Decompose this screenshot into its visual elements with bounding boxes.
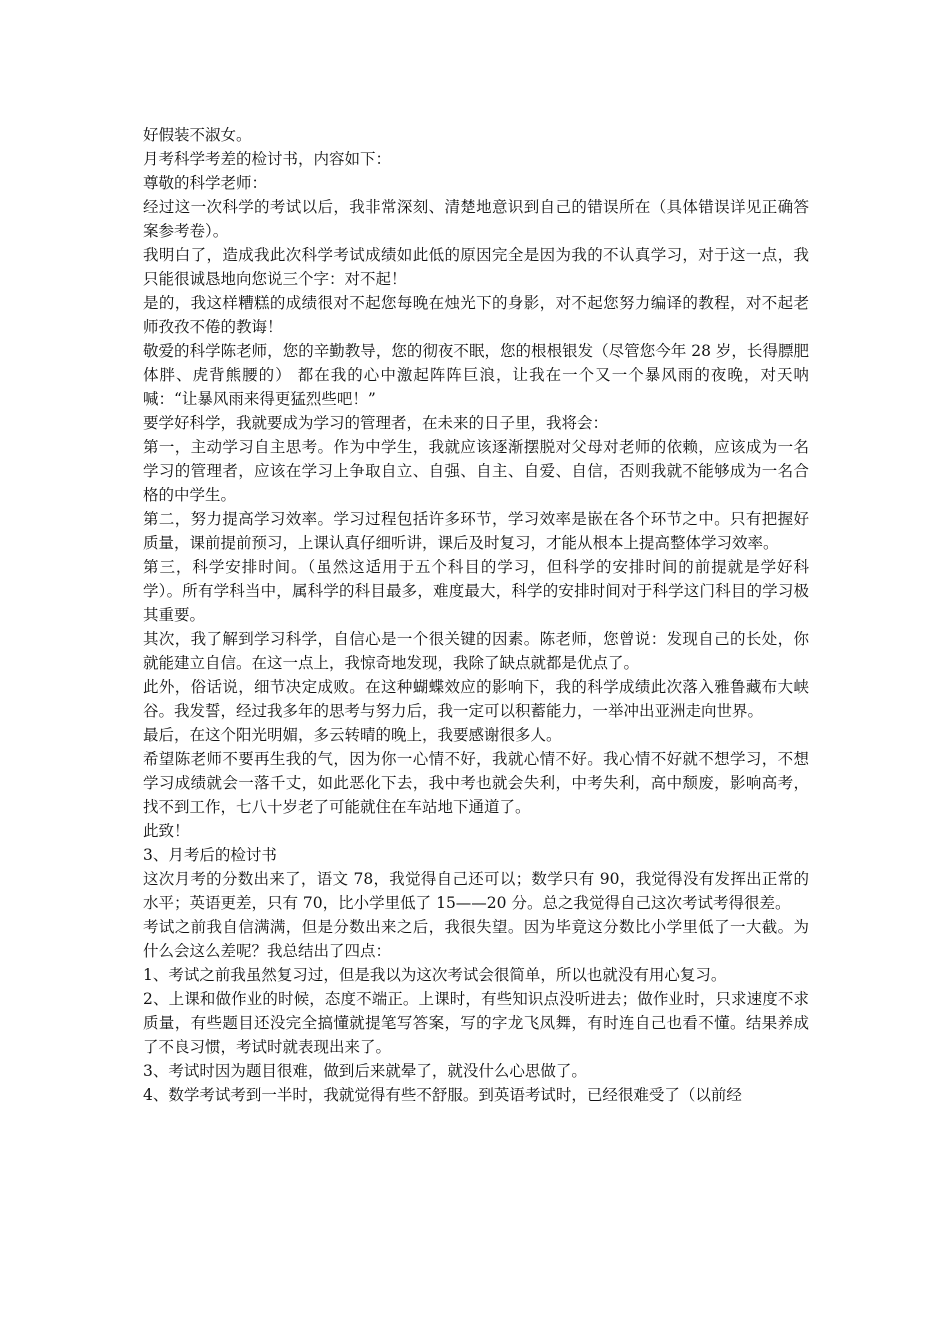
paragraph: 其次，我了解到学习科学，自信心是一个很关键的因素。陈老师，您曾说：发现自己的长处，你就能建立自信。在这一点上，我惊奇地发现，我除了缺点就都是优点了。 bbox=[143, 630, 809, 672]
paragraph: 是的，我这样糟糕的成绩很对不起您每晚在烛光下的身影，对不起您努力编译的教程，对不起老师孜孜不倦的教诲！ bbox=[143, 294, 809, 336]
list-item: 4、数学考试考到一半时，我就觉得有些不舒服。到英语考试时，已经很难受了（以前经 bbox=[143, 1086, 742, 1104]
closing: 此致！ bbox=[143, 822, 190, 840]
paragraph: 希望陈老师不要再生我的气，因为你一心情不好，我就心情不好。我心情不好就不想学习，不想学习成绩就会一落千丈，如此恶化下去，我中考也就会失利，中考失利，高中颓废，影响高考，找不到工作，七八十岁老了可能就住在车站地下通道了。 bbox=[143, 750, 809, 816]
paragraph: 这次月考的分数出来了，语文 78，我觉得自己还可以；数学只有 90，我觉得没有发挥出正常的水平；英语更差，只有 70，比小学里低了 15——20 分。总之我觉得自己这次考试考得很差。 bbox=[143, 870, 809, 912]
paragraph: 第二，努力提高学习效率。学习过程包括许多环节，学习效率是嵌在各个环节之中。只有把握好质量，课前提前预习，上课认真仔细听讲，课后及时复习，才能从根本上提高整体学习效率。 bbox=[143, 510, 809, 552]
paragraph: 考试之前我自信满满，但是分数出来之后，我很失望。因为毕竟这分数比小学里低了一大截。为什么会这么差呢？我总结出了四点： bbox=[143, 918, 809, 960]
paragraph: 经过这一次科学的考试以后，我非常深刻、清楚地意识到自己的错误所在（具体错误详见正确答案参考卷）。 bbox=[143, 198, 809, 240]
section-heading: 3、月考后的检讨书 bbox=[143, 846, 277, 864]
paragraph: 月考科学考差的检讨书，内容如下： bbox=[143, 150, 392, 168]
paragraph: 好假装不淑女。 bbox=[143, 126, 252, 144]
list-item: 3、考试时因为题目很难，做到后来就晕了，就没什么心思做了。 bbox=[143, 1062, 587, 1080]
salutation: 尊敬的科学老师： bbox=[143, 174, 268, 192]
list-item: 2、上课和做作业的时候，态度不端正。上课时，有些知识点没听进去；做作业时，只求速度不求质量，有些题目还没完全搞懂就提笔写答案，写的字龙飞凤舞，有时连自己也看不懂。结果养成了不良习惯，考试时就表现出来了。 bbox=[143, 990, 809, 1056]
paragraph: 第一，主动学习自主思考。作为中学生，我就应该逐渐摆脱对父母对老师的依赖，应该成为一名学习的管理者，应该在学习上争取自立、自强、自主、自爱、自信，否则我就不能够成为一名合格的中学生。 bbox=[143, 438, 809, 504]
paragraph: 我明白了，造成我此次科学考试成绩如此低的原因完全是因为我的不认真学习，对于这一点，我只能很诚恳地向您说三个字：对不起！ bbox=[143, 246, 809, 288]
paragraph: 敬爱的科学陈老师，您的辛勤教导，您的彻夜不眠，您的根根银发（尽管您今年 28 岁，长得膘肥体胖、虎背熊腰的） 都在我的心中激起阵阵巨浪，让我在一个又一个暴风雨的夜晚，对天呐喊：“让暴风雨来得更猛烈些吧！” bbox=[143, 342, 809, 408]
paragraph: 要学好科学，我就要成为学习的管理者，在未来的日子里，我将会： bbox=[143, 414, 609, 432]
paragraph: 第三，科学安排时间。（虽然这适用于五个科目的学习，但科学的安排时间的前提就是学好科学）。所有学科当中，属科学的科目最多，难度最大，科学的安排时间对于科学这门科目的学习极其重要。 bbox=[143, 558, 809, 624]
list-item: 1、考试之前我虽然复习过，但是我以为这次考试会很简单，所以也就没有用心复习。 bbox=[143, 966, 727, 984]
paragraph: 最后，在这个阳光明媚，多云转晴的晚上，我要感谢很多人。 bbox=[143, 726, 562, 744]
document-body bbox=[143, 123, 809, 1107]
paragraph: 此外，俗话说，细节决定成败。在这种蝴蝶效应的影响下，我的科学成绩此次落入雅鲁藏布大峡谷。我发誓，经过我多年的思考与努力后，我一定可以积蓄能力，一举冲出亚洲走向世界。 bbox=[143, 678, 809, 720]
